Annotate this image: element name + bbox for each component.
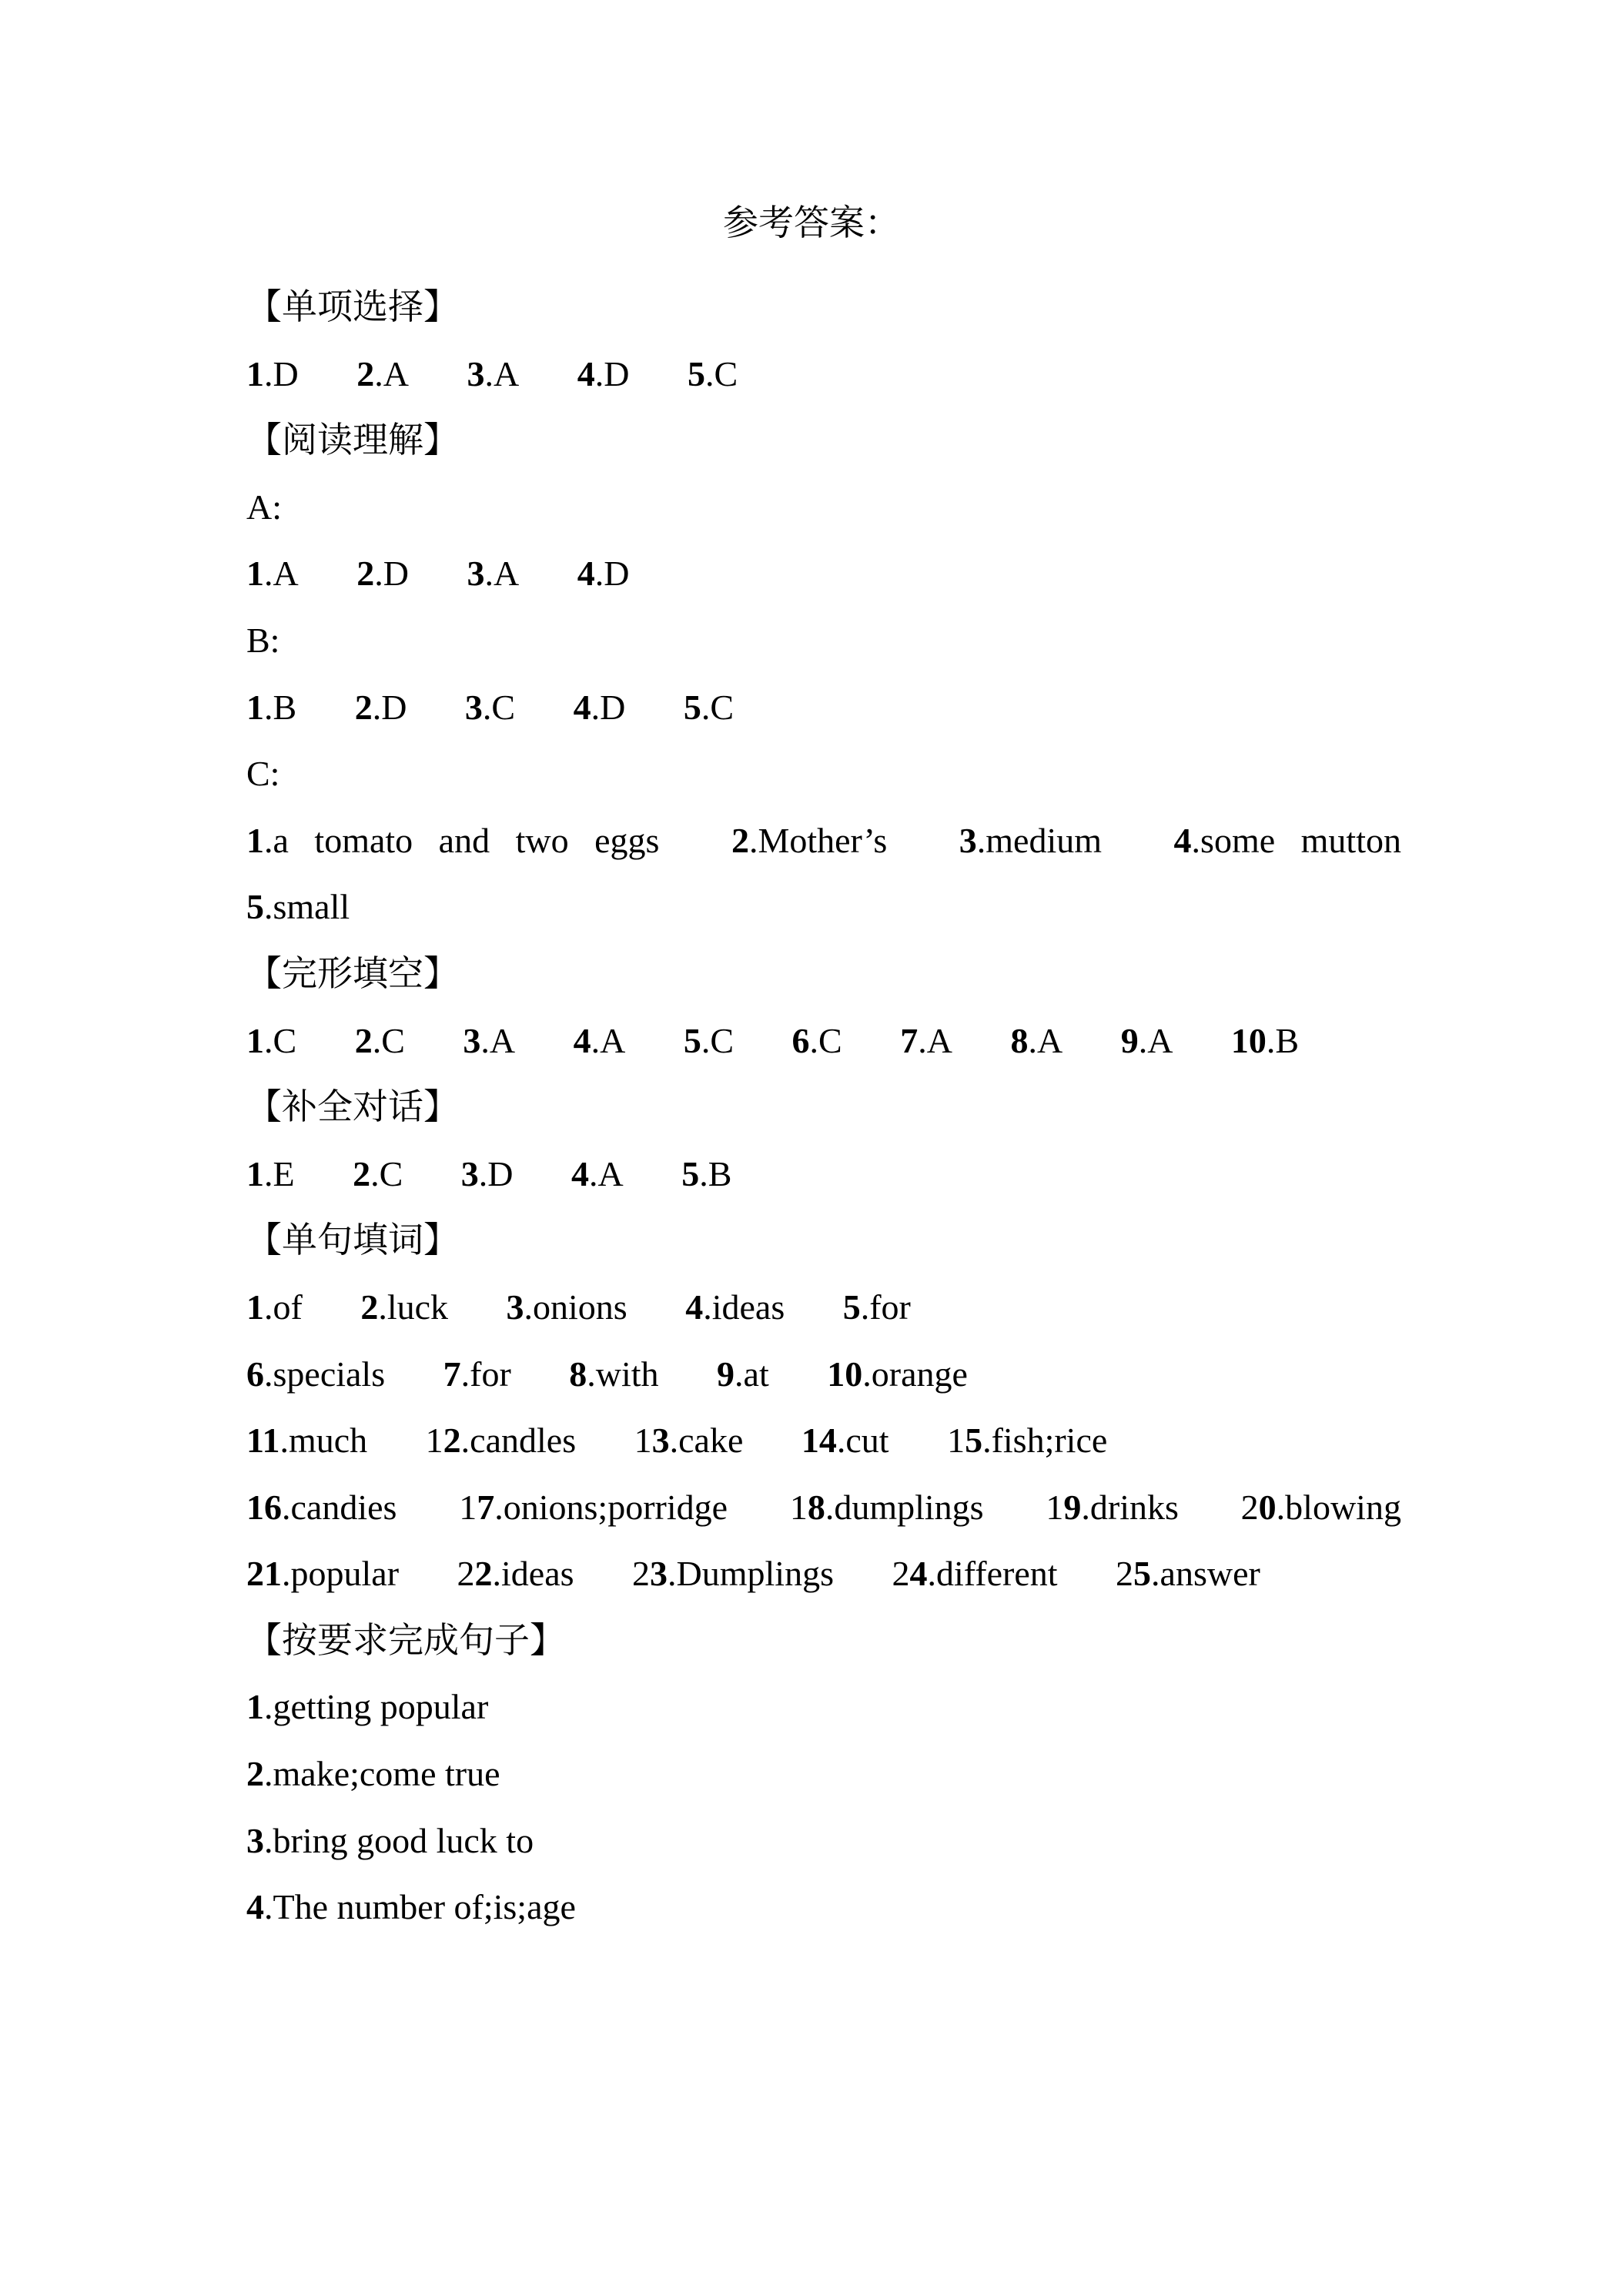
section-header-single-choice: 【单项选择】: [246, 287, 459, 326]
answer-item: 14.cut: [801, 1421, 889, 1461]
section-header-word-fill: 【单句填词】: [246, 1220, 459, 1260]
answer-item: 25.answer: [1116, 1554, 1260, 1594]
answer-item: 13.cake: [634, 1421, 744, 1461]
answer-item: 5.C: [683, 687, 735, 727]
answer-item: 1.a tomato and two eggs: [246, 820, 660, 860]
answer-row: [246, 1407, 1401, 1474]
answer-item: 5.B: [681, 1153, 732, 1193]
answer-item: 1.of: [246, 1287, 303, 1327]
section-header-reading: 【阅读理解】: [246, 420, 459, 460]
answer-item: 8.with: [569, 1354, 659, 1394]
answer-item: 5.for: [842, 1287, 911, 1327]
subsection-label-c: C:: [246, 754, 280, 794]
answer-item: 4.D: [573, 687, 626, 727]
answer-row: [246, 1341, 1401, 1408]
answer-item: 12.candles: [425, 1421, 577, 1461]
answer-row: [246, 1274, 1401, 1341]
answer-item: 10.orange: [827, 1354, 968, 1394]
answer-item: 4.D: [577, 554, 630, 594]
answer-item: 23.Dumplings: [632, 1554, 834, 1594]
answer-item: 7.for: [443, 1354, 511, 1394]
answer-item: 17.onions;porridge: [459, 1487, 728, 1527]
answer-row: [246, 1741, 1401, 1808]
answer-item: 18.dumplings: [789, 1487, 984, 1527]
answer-item: 1.D: [246, 353, 299, 393]
answer-item: 10.B: [1230, 1020, 1300, 1060]
answer-row: [246, 341, 1401, 408]
answer-row: [246, 1141, 1401, 1208]
subsection-label-b: B:: [246, 620, 280, 660]
answer-item: 22.ideas: [457, 1554, 574, 1594]
section-header-dialogue: 【补全对话】: [246, 1087, 459, 1127]
answer-item: 2.A: [356, 353, 409, 393]
answer-item: 2.D: [356, 554, 409, 594]
answer-row: [246, 874, 1401, 941]
answer-item: 5.C: [687, 353, 738, 393]
answer-row: [246, 1008, 1401, 1075]
answer-item: 3.bring good luck to: [246, 1820, 534, 1860]
answer-row: [246, 1808, 1401, 1875]
answer-item: 9.A: [1120, 1020, 1173, 1060]
answer-item: 1.E: [246, 1153, 295, 1193]
answer-item: 11.much: [246, 1421, 368, 1461]
answer-item: 2.C: [354, 1020, 405, 1060]
answer-item: 4.A: [573, 1020, 626, 1060]
answer-item: 4.ideas: [685, 1287, 785, 1327]
section-header-cloze: 【完形填空】: [246, 953, 459, 993]
section-header-sentences: 【按要求完成句子】: [246, 1620, 565, 1660]
answer-item: 3.A: [467, 554, 520, 594]
answer-item: 2.D: [354, 687, 407, 727]
answer-item: 1.C: [246, 1020, 297, 1060]
answer-item: 24.different: [892, 1554, 1058, 1594]
answer-item: 1.A: [246, 554, 299, 594]
answer-row: [246, 541, 1401, 607]
answer-item: 3.medium: [959, 820, 1103, 860]
answer-row: [246, 1474, 1401, 1541]
answer-item: 6.specials: [246, 1354, 386, 1394]
answer-item: 3.A: [463, 1020, 516, 1060]
answer-item: 21.popular: [246, 1554, 400, 1594]
answer-item: 19.drinks: [1046, 1487, 1179, 1527]
answer-item: 16.candies: [246, 1487, 397, 1527]
answer-item: 20.blowing: [1240, 1487, 1401, 1527]
answer-item: 4.some mutton: [1173, 820, 1401, 860]
answer-item: 5.small: [246, 887, 350, 927]
answer-item: 3.A: [467, 353, 520, 393]
answer-item: 2.luck: [360, 1287, 449, 1327]
answer-item: 1.B: [246, 687, 297, 727]
answer-item: 8.A: [1010, 1020, 1063, 1060]
answer-item: 3.D: [460, 1153, 514, 1193]
answer-item: 4.The number of;is;age: [246, 1887, 576, 1927]
answer-content: [246, 274, 1401, 1941]
answer-item: 2.make;come true: [246, 1754, 500, 1794]
answer-item: 6.C: [791, 1020, 842, 1060]
answer-item: 2.C: [353, 1153, 403, 1193]
answer-item: 15.fish;rice: [947, 1421, 1108, 1461]
subsection-label-a: A:: [246, 487, 282, 527]
answer-item: 5.C: [683, 1020, 735, 1060]
answer-item: 3.C: [464, 687, 516, 727]
answer-item: 1.getting popular: [246, 1687, 489, 1727]
answer-item: 4.A: [571, 1153, 624, 1193]
answer-row: [246, 1674, 1401, 1741]
answer-row: [246, 1874, 1401, 1941]
answer-item: 3.onions: [506, 1287, 627, 1327]
answer-item: 4.D: [577, 353, 630, 393]
answer-item: 9.at: [717, 1354, 769, 1394]
answer-row: [246, 1541, 1401, 1608]
answer-item: 7.A: [900, 1020, 952, 1060]
answer-row: [246, 674, 1401, 741]
answer-row: [246, 808, 1401, 875]
page-title: 参考答案：: [723, 203, 900, 243]
answer-item: 2.Mother’s: [731, 820, 888, 860]
